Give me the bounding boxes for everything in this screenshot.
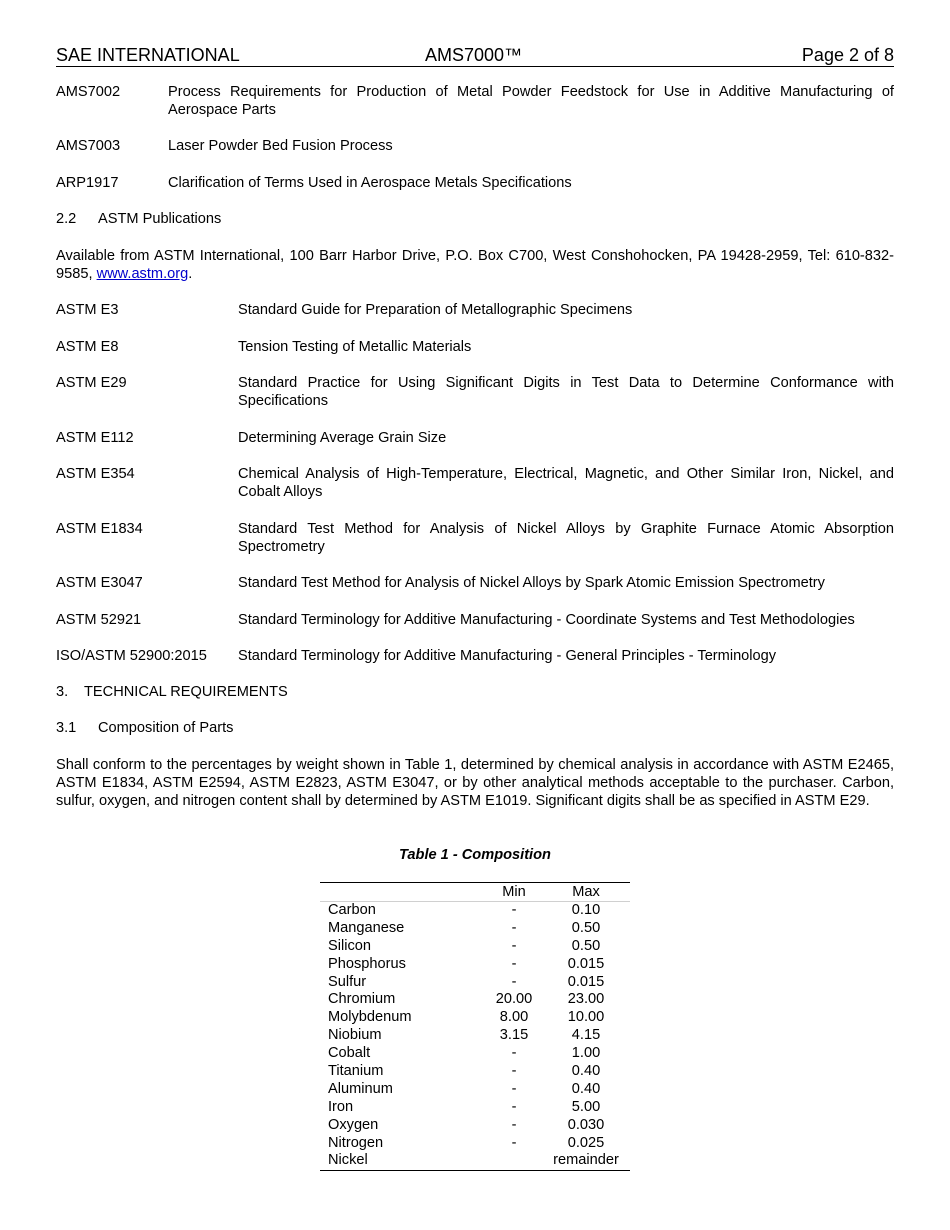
table-row [320, 938, 630, 956]
min-value: 8.00 [499, 1009, 529, 1026]
section-heading-3 [56, 683, 288, 701]
table-row [320, 1045, 630, 1063]
astm-website-link[interactable]: www.astm.org [96, 266, 189, 282]
max-value: 1.00 [571, 1045, 601, 1062]
min-value: - [511, 902, 517, 918]
column-header-max: Max [572, 884, 600, 900]
max-value: 0.015 [567, 973, 605, 990]
table-row [320, 1081, 630, 1099]
element-name: Iron [328, 1098, 354, 1115]
min-value: - [511, 973, 517, 990]
min-value: - [511, 937, 517, 954]
min-value: - [511, 1098, 517, 1115]
table-row [320, 1027, 630, 1045]
max-value: remainder [553, 1152, 619, 1169]
table-row [320, 956, 630, 974]
element-name: Manganese [328, 919, 405, 936]
section-number: 2.2 [56, 211, 77, 227]
element-name: Oxygen [328, 1116, 379, 1133]
element-name: Molybdenum [328, 1009, 412, 1026]
min-value: 3.15 [499, 1027, 529, 1044]
section-title: TECHNICAL REQUIREMENTS [84, 684, 288, 700]
max-value: 0.025 [567, 1134, 605, 1151]
table-row [320, 902, 630, 920]
reference-title: Clarification of Terms Used in Aerospace Metals Specifications [168, 175, 572, 191]
reference-title: Standard Terminology for Additive Manufacturing - General Principles - Terminology [238, 648, 777, 664]
reference-code: ISO/ASTM 52900:2015 [56, 648, 207, 664]
table-caption: Table 1 - Composition [399, 847, 551, 863]
composition-paragraph: Shall conform to the percentages by weight shown in Table 1, determined by chemical analysis in accordance with ASTM E2465, ASTM E1834, ASTM E2594, ASTM E2823, ASTM E3047, or by other analytical methods acceptable to the purchaser. Carbon, sulfur, oxygen, and nitrogen content shall by determined by ASTM E1019. Significant digits shall be as specified in ASTM E29. [56, 757, 894, 809]
element-name: Chromium [328, 991, 396, 1008]
astm-availability-paragraph [56, 247, 894, 283]
max-value: 0.10 [571, 902, 601, 918]
column-header-min: Min [502, 884, 526, 900]
section-number: 3.1 [56, 720, 77, 736]
table-row [320, 1099, 630, 1117]
reference-code: AMS7002 [56, 84, 121, 100]
header-page-number: Page 2 of 8 [801, 45, 894, 65]
table-header-row [320, 883, 630, 902]
max-value: 0.40 [571, 1080, 601, 1097]
min-value: - [511, 919, 517, 936]
reference-title: Tension Testing of Metallic Materials [238, 339, 472, 355]
reference-title: Laser Powder Bed Fusion Process [168, 138, 393, 154]
min-value: - [511, 1134, 517, 1151]
reference-title: Process Requirements for Production of Metal Powder Feedstock for Use in Additive Manufacturing of Aerospace Parts [168, 84, 894, 118]
table-row [320, 1063, 630, 1081]
reference-title: Standard Test Method for Analysis of Nickel Alloys by Spark Atomic Emission Spectrometry [238, 575, 825, 591]
min-value: - [511, 1116, 517, 1133]
element-name: Aluminum [328, 1080, 393, 1097]
element-name: Nitrogen [328, 1134, 384, 1151]
reference-code: ASTM E3 [56, 302, 119, 318]
reference-title: Determining Average Grain Size [238, 430, 447, 446]
composition-table [320, 882, 630, 1171]
element-name: Phosphorus [328, 955, 406, 972]
reference-code: AMS7003 [56, 138, 121, 154]
element-name: Niobium [328, 1027, 382, 1044]
max-value: 23.00 [567, 991, 605, 1008]
element-name: Silicon [328, 937, 371, 954]
section-title: ASTM Publications [98, 211, 222, 227]
max-value: 0.40 [571, 1063, 601, 1080]
max-value: 0.50 [571, 937, 601, 954]
reference-title: Standard Practice for Using Significant Digits in Test Data to Determine Conformance with Specifications [238, 375, 894, 409]
reference-title: Standard Test Method for Analysis of Nickel Alloys by Graphite Furnace Atomic Absorption Spectrometry [238, 521, 894, 555]
availability-text: Available from ASTM International, 100 Barr Harbor Drive, P.O. Box C700, West Conshohocken, PA 19428-2959, Tel: 610-832-9585, [56, 248, 894, 282]
header-organization: SAE INTERNATIONAL [56, 45, 240, 65]
reference-code: ASTM E8 [56, 339, 119, 355]
section-number: 3. [56, 684, 69, 700]
max-value: 0.50 [571, 919, 601, 936]
table-row [320, 1009, 630, 1027]
min-value: - [511, 1063, 517, 1080]
table-row [320, 1135, 630, 1153]
min-value: - [511, 1080, 517, 1097]
max-value: 0.015 [567, 955, 605, 972]
max-value: 0.030 [567, 1116, 605, 1133]
max-value: 10.00 [567, 1009, 605, 1026]
reference-title: Standard Terminology for Additive Manufacturing - Coordinate Systems and Test Methodologies [238, 612, 855, 628]
section-heading-2-2 [56, 210, 222, 228]
reference-code: ASTM E112 [56, 430, 134, 446]
min-value: - [511, 955, 517, 972]
min-value: - [511, 1045, 517, 1062]
table-row [320, 974, 630, 992]
element-name: Sulfur [328, 973, 367, 990]
min-value: 20.00 [495, 991, 533, 1008]
reference-code: ASTM 52921 [56, 612, 142, 628]
table-row [320, 1152, 630, 1170]
element-name: Carbon [328, 902, 376, 918]
reference-title: Chemical Analysis of High-Temperature, Electrical, Magnetic, and Other Similar Iron, Nickel, and Cobalt Alloys [238, 466, 894, 500]
section-heading-3-1 [56, 719, 234, 737]
table-row [320, 1117, 630, 1135]
page-header [56, 44, 894, 67]
reference-code: ASTM E29 [56, 375, 127, 391]
max-value: 5.00 [571, 1098, 601, 1115]
table-row [320, 991, 630, 1009]
reference-code: ASTM E3047 [56, 575, 143, 591]
max-value: 4.15 [571, 1027, 601, 1044]
element-name: Cobalt [328, 1045, 371, 1062]
element-name: Titanium [328, 1063, 384, 1080]
table-row [320, 920, 630, 938]
reference-code: ASTM E1834 [56, 521, 143, 537]
reference-code: ASTM E354 [56, 466, 135, 482]
reference-code: ARP1917 [56, 175, 119, 191]
section-title: Composition of Parts [98, 720, 234, 736]
element-name: Nickel [328, 1152, 368, 1169]
availability-suffix: . [188, 266, 193, 282]
header-document-number: AMS7000™ [425, 45, 523, 65]
reference-title: Standard Guide for Preparation of Metallographic Specimens [238, 302, 633, 318]
